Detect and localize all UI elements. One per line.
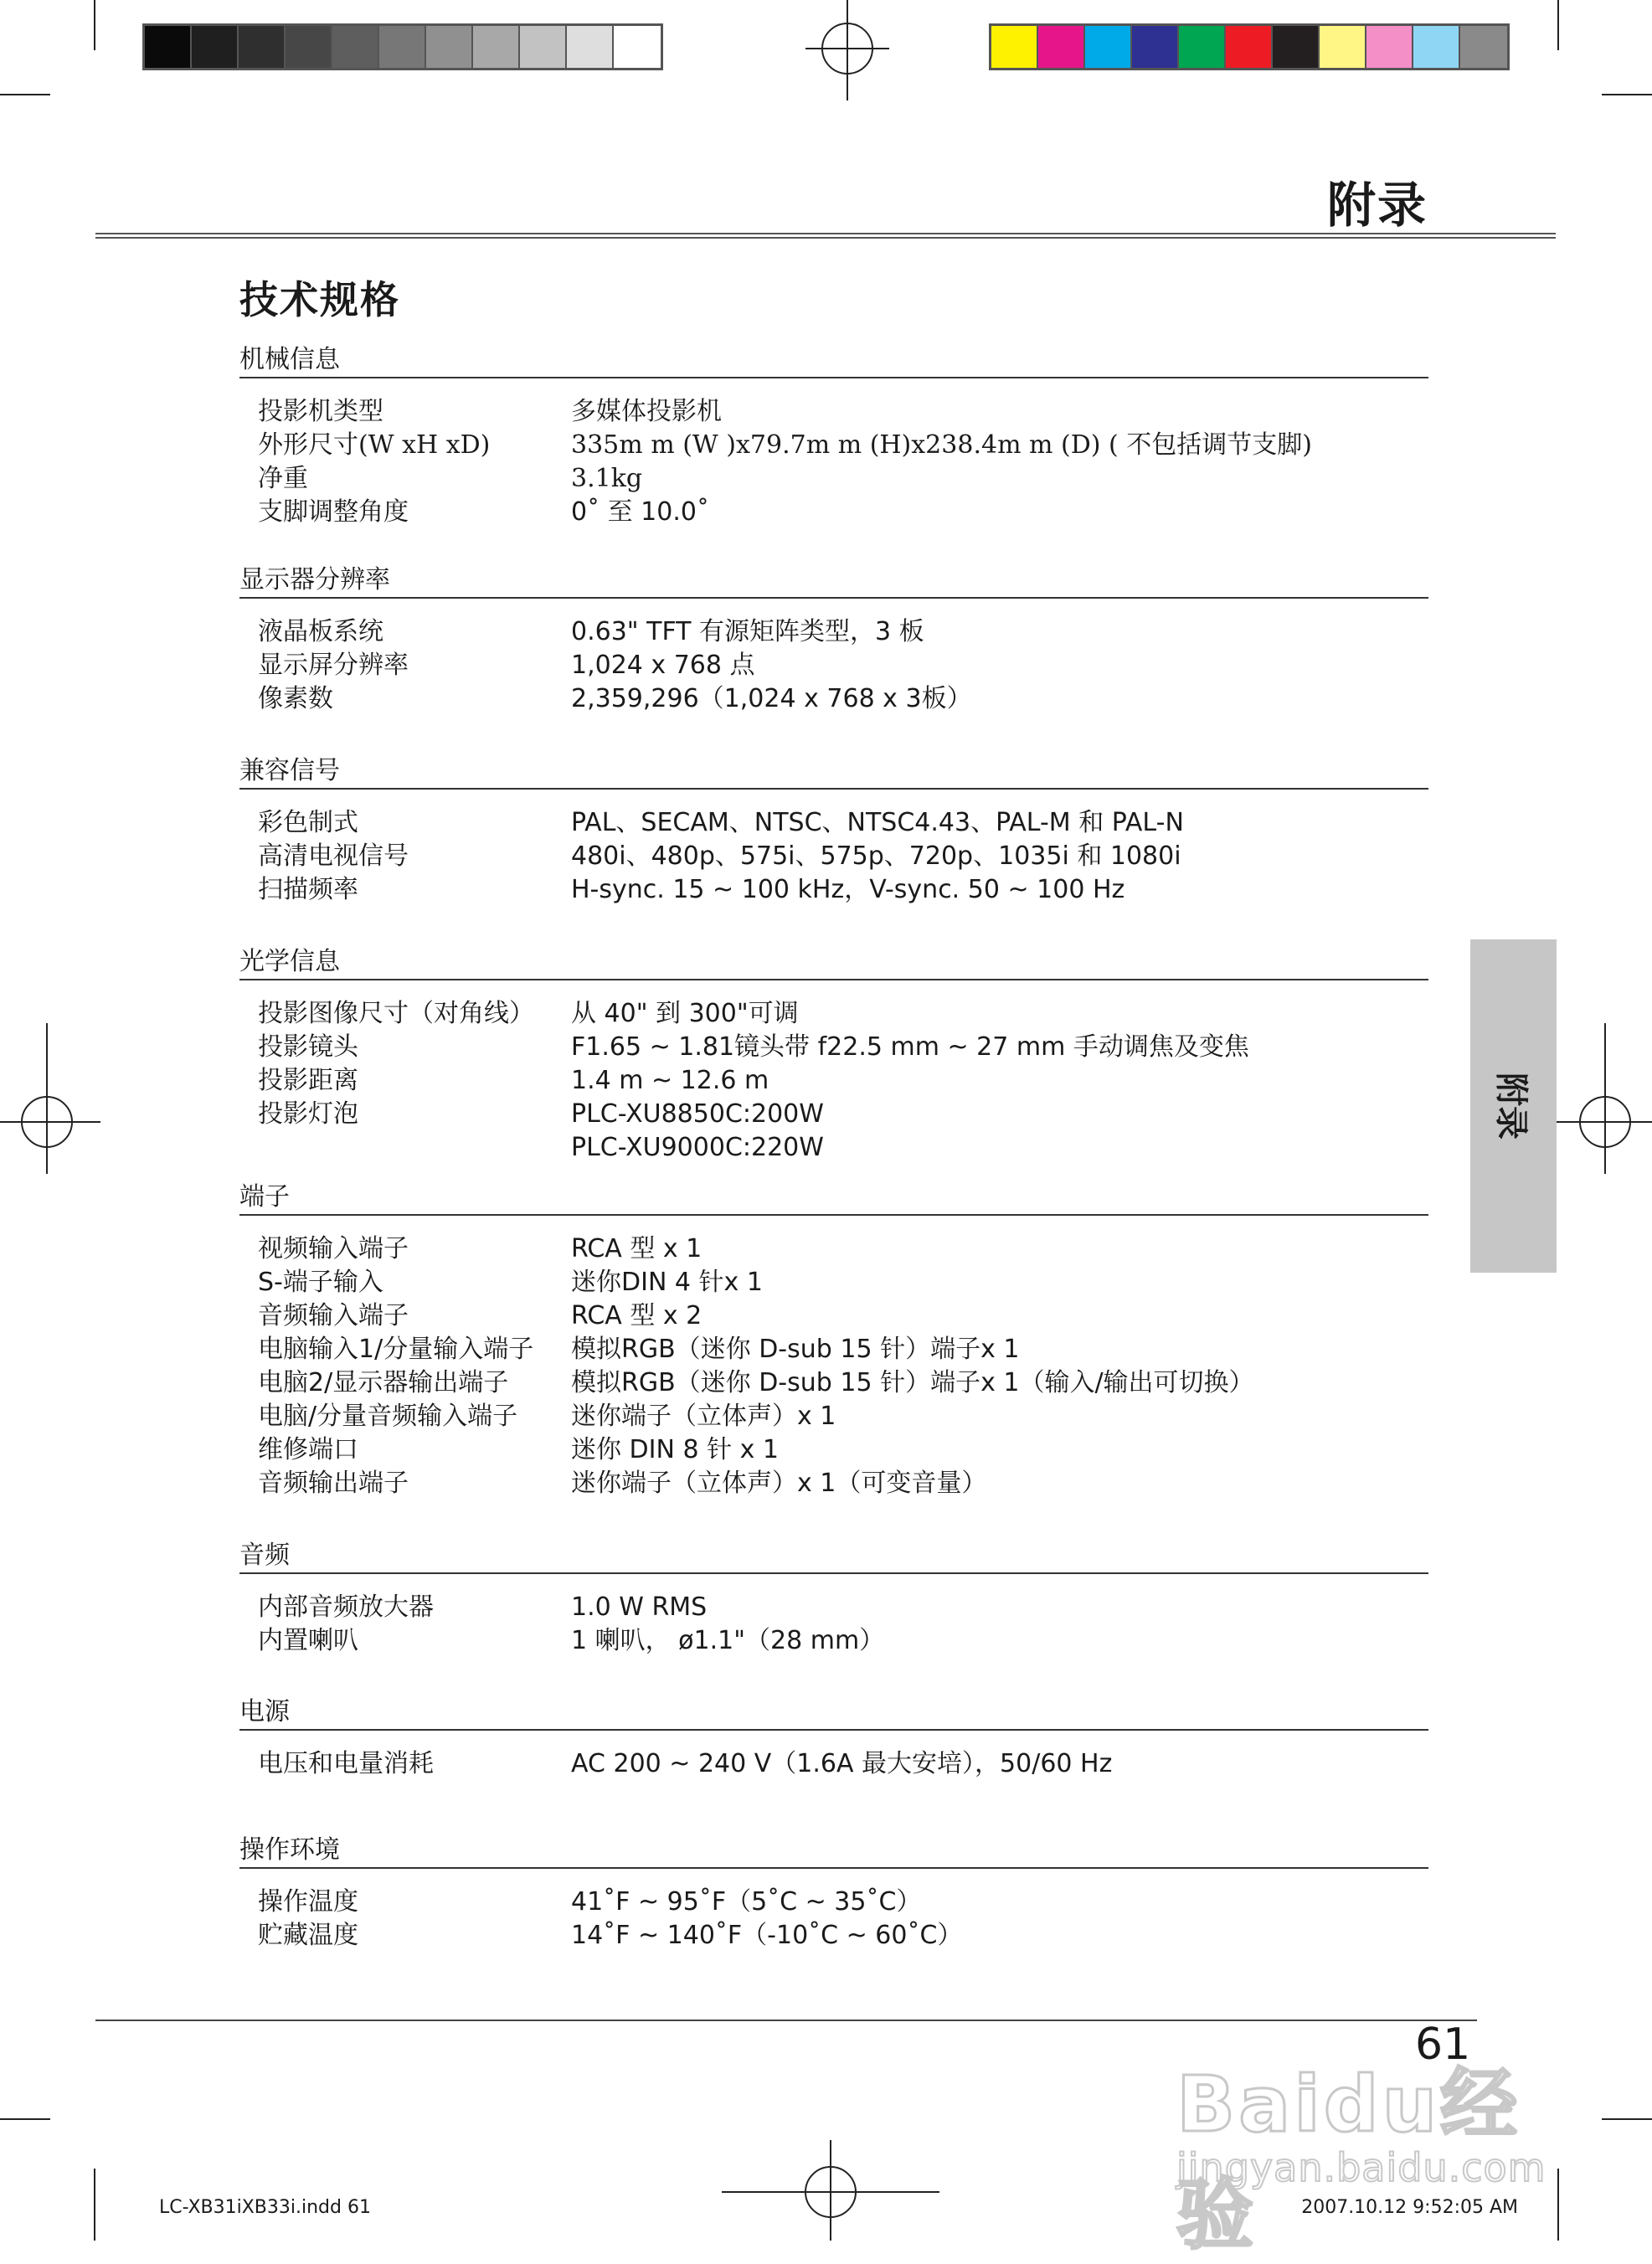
spec-row — [239, 997, 1428, 1031]
spec-row — [239, 1064, 1428, 1098]
color-swatch — [1132, 26, 1179, 68]
spec-row — [239, 1624, 1428, 1658]
spec-value: 335m m (W )x79.7m m (H)x238.4m m (D) ( 不包括调节支脚) — [571, 430, 1312, 460]
registration-mark-icon — [1552, 1023, 1652, 1174]
gray-swatch — [145, 26, 192, 68]
spec-section — [239, 563, 1428, 716]
header-rule — [95, 233, 1556, 239]
section-title: 端子 — [239, 1181, 1428, 1216]
spec-row — [239, 1747, 1428, 1781]
spec-label: 电脑2/显示器输出端子 — [258, 1368, 509, 1397]
crop-mark — [0, 94, 50, 95]
color-swatch — [1320, 26, 1366, 68]
spec-value: 迷你端子（立体声）x 1（可变音量） — [571, 1469, 987, 1498]
color-swatch — [991, 26, 1038, 68]
crop-mark — [1557, 0, 1559, 50]
side-tab-label: 附录 — [1491, 1073, 1530, 1140]
spec-label — [239, 1131, 571, 1165]
registration-mark-icon — [0, 1023, 100, 1174]
spec-row — [239, 496, 1428, 529]
gray-swatch — [379, 26, 426, 68]
spec-row — [239, 462, 1428, 496]
spec-row — [239, 1919, 1428, 1953]
section-title: 兼容信号 — [239, 754, 1428, 790]
color-swatch — [1226, 26, 1273, 68]
spec-value: 0˚ 至 10.0˚ — [571, 497, 709, 527]
spec-value: PLC-XU8850C:200W — [571, 1099, 824, 1129]
spec-row — [239, 1366, 1428, 1400]
crop-mark — [1602, 94, 1652, 95]
crop-mark — [1602, 2118, 1652, 2120]
section-title: 音频 — [239, 1539, 1428, 1574]
spec-value: 1,024 x 768 点 — [571, 651, 755, 680]
spec-row — [239, 873, 1428, 907]
color-swatch — [1179, 26, 1226, 68]
spec-label: 投影机类型 — [258, 397, 383, 426]
spec-label: 维修端口 — [258, 1435, 358, 1464]
gray-swatch — [286, 26, 332, 68]
watermark — [1160, 2026, 1553, 2260]
spec-section — [239, 945, 1428, 1165]
spec-value: F1.65 ~ 1.81镜头带 f22.5 mm ~ 27 mm 手动调焦及变焦 — [571, 1032, 1249, 1062]
spec-value: 多媒体投影机 — [571, 397, 722, 426]
section-title: 光学信息 — [239, 945, 1428, 980]
spec-label: S-端子输入 — [258, 1268, 383, 1297]
spec-row — [239, 840, 1428, 873]
spec-value: 1 喇叭， ø1.1"（28 mm） — [571, 1626, 885, 1655]
spec-section — [239, 1181, 1428, 1500]
color-swatch — [1038, 26, 1085, 68]
spec-label: 内部音频放大器 — [258, 1593, 434, 1622]
spec-value: 0.63" TFT 有源矩阵类型，3 板 — [571, 617, 924, 646]
spec-value: 从 40" 到 300"可调 — [571, 999, 799, 1028]
spec-label: 扫描频率 — [258, 875, 358, 904]
color-swatch — [1366, 26, 1413, 68]
gray-swatch — [614, 26, 661, 68]
spec-value: RCA 型 x 1 — [571, 1234, 702, 1263]
spec-section — [239, 1539, 1428, 1658]
spec-value: 41˚F ~ 95˚F（5˚C ~ 35˚C） — [571, 1887, 922, 1917]
side-tab — [1470, 939, 1557, 1273]
spec-row — [239, 806, 1428, 840]
spec-label: 电脑/分量音频输入端子 — [258, 1402, 518, 1431]
registration-mark-icon — [722, 2140, 939, 2241]
print-timestamp: 2007.10.12 9:52:05 AM — [1301, 2197, 1518, 2218]
color-swatch — [1460, 26, 1507, 68]
section-title: 显示器分辨率 — [239, 563, 1428, 599]
spec-row — [239, 395, 1428, 429]
gray-swatch — [192, 26, 239, 68]
registration-mark-icon — [805, 0, 889, 100]
gray-swatch — [239, 26, 286, 68]
spec-value: 1.4 m ~ 12.6 m — [571, 1066, 769, 1095]
spec-row — [239, 1266, 1428, 1299]
spec-label: 投影灯泡 — [258, 1099, 358, 1129]
spec-section — [239, 1695, 1428, 1781]
grayscale-swatch-bar — [142, 23, 663, 70]
spec-row — [239, 1467, 1428, 1500]
color-swatch — [1413, 26, 1460, 68]
spec-value: 迷你 DIN 8 针 x 1 — [571, 1435, 779, 1464]
spec-label: 液晶板系统 — [258, 617, 383, 646]
gray-swatch — [426, 26, 473, 68]
spec-value: 480i、480p、575i、575p、720p、1035i 和 1080i — [571, 841, 1181, 871]
spec-value: 14˚F ~ 140˚F（-10˚C ~ 60˚C） — [571, 1921, 963, 1950]
spec-row — [239, 649, 1428, 682]
spec-label: 高清电视信号 — [258, 841, 409, 871]
spec-row — [239, 1591, 1428, 1624]
spec-row — [239, 1131, 1428, 1165]
spec-label: 外形尺寸(W xH xD) — [258, 430, 491, 460]
spec-row — [239, 1232, 1428, 1266]
spec-section — [239, 343, 1428, 529]
spec-value: RCA 型 x 2 — [571, 1301, 702, 1330]
spec-value: PAL、SECAM、NTSC、NTSC4.43、PAL-M 和 PAL-N — [571, 808, 1184, 837]
chapter-title: 附录 — [1326, 177, 1428, 234]
watermark-url: jingyan.baidu.com — [1176, 2145, 1546, 2190]
spec-row — [239, 1333, 1428, 1366]
gray-swatch — [520, 26, 567, 68]
spec-value: PLC-XU9000C:220W — [571, 1133, 824, 1162]
spec-label: 投影镜头 — [258, 1032, 358, 1062]
spec-value: 1.0 W RMS — [571, 1593, 708, 1622]
spec-label: 视频输入端子 — [258, 1234, 409, 1263]
section-title: 操作环境 — [239, 1834, 1428, 1869]
spec-label: 投影图像尺寸（对角线） — [258, 999, 534, 1028]
file-name: LC-XB31iXB33i.indd 61 — [159, 2197, 371, 2218]
spec-row — [239, 1299, 1428, 1333]
spec-value: 模拟RGB（迷你 D-sub 15 针）端子x 1 — [571, 1335, 1020, 1364]
section-title: 电源 — [239, 1695, 1428, 1731]
spec-label: 音频输入端子 — [258, 1301, 409, 1330]
spec-label: 显示屏分辨率 — [258, 651, 409, 680]
page-title: 技术规格 — [239, 277, 400, 322]
spec-value: 3.1kg — [571, 464, 643, 493]
spec-row — [239, 429, 1428, 462]
page-number: 61 — [1415, 2020, 1471, 2070]
spec-row — [239, 615, 1428, 649]
spec-value: AC 200 ~ 240 V（1.6A 最大安培），50/60 Hz — [571, 1749, 1113, 1778]
crop-mark — [1557, 2169, 1559, 2241]
spec-row — [239, 1433, 1428, 1467]
gray-swatch — [332, 26, 379, 68]
spec-row — [239, 1886, 1428, 1919]
spec-value: 2,359,296（1,024 x 768 x 3板） — [571, 684, 972, 713]
spec-label: 操作温度 — [258, 1887, 358, 1917]
spec-value: 迷你端子（立体声）x 1 — [571, 1402, 836, 1431]
spec-label: 电压和电量消耗 — [258, 1749, 434, 1778]
gray-swatch — [567, 26, 614, 68]
spec-row — [239, 1031, 1428, 1064]
crop-mark — [0, 2118, 50, 2120]
spec-label: 净重 — [258, 464, 308, 493]
color-swatch-bar — [989, 23, 1510, 70]
spec-label: 内置喇叭 — [258, 1626, 358, 1655]
spec-section — [239, 754, 1428, 907]
spec-section — [239, 1834, 1428, 1953]
spec-label: 彩色制式 — [258, 808, 358, 837]
spec-label: 音频输出端子 — [258, 1469, 409, 1498]
spec-value: 迷你DIN 4 针x 1 — [571, 1268, 763, 1297]
section-title: 机械信息 — [239, 343, 1428, 378]
spec-value: H-sync. 15 ~ 100 kHz，V-sync. 50 ~ 100 Hz — [571, 875, 1125, 904]
spec-row — [239, 682, 1428, 716]
color-swatch — [1273, 26, 1320, 68]
spec-label: 投影距离 — [258, 1066, 358, 1095]
crop-mark — [94, 0, 95, 50]
spec-label: 像素数 — [258, 684, 333, 713]
spec-label: 贮藏温度 — [258, 1921, 358, 1950]
spec-value: 模拟RGB（迷你 D-sub 15 针）端子x 1（输入/输出可切换） — [571, 1368, 1254, 1397]
footer-rule — [95, 2020, 1477, 2021]
spec-row — [239, 1400, 1428, 1433]
watermark-brand: Baidu经验 — [1176, 2060, 1521, 2260]
gray-swatch — [473, 26, 520, 68]
spec-label: 电脑输入1/分量输入端子 — [258, 1335, 534, 1364]
spec-label: 支脚调整角度 — [258, 497, 409, 527]
spec-row — [239, 1098, 1428, 1131]
crop-mark — [94, 2169, 95, 2241]
color-swatch — [1085, 26, 1132, 68]
